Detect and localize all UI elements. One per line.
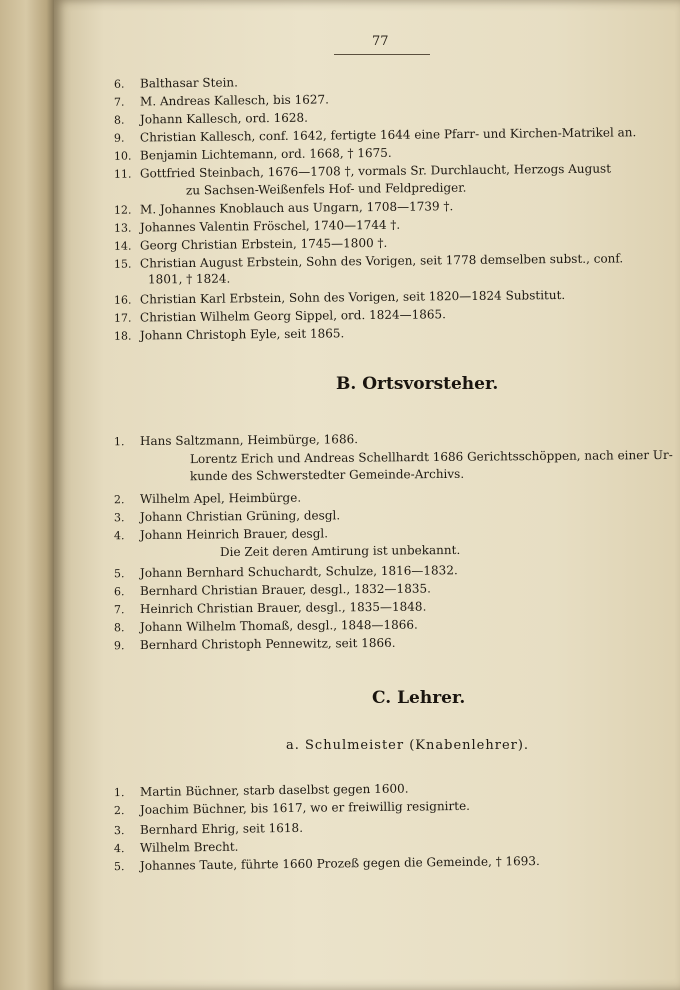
list-item: 6. Bernhard Christian Brauer, desgl., 1832—1835. bbox=[113, 581, 431, 599]
list-item: 6. Balthasar Stein. bbox=[113, 75, 238, 91]
list-item: 1. Martin Büchner, starb daselbst gegen 1600. bbox=[113, 781, 409, 800]
list-item: 3. Bernhard Ehrig, seit 1618. bbox=[113, 820, 304, 838]
list-item: 9. Christian Kallesch, conf. 1642, fertigte 1644 eine Pfarr- und Kirchen-Matrikel an. bbox=[113, 125, 637, 145]
list-item: 4. Wilhelm Brecht. bbox=[113, 839, 239, 856]
list-item: 15. Christian August Erbstein, Sohn des Vorigen, seit 1778 demselben subst., conf. bbox=[113, 251, 624, 271]
section-c-heading: C. Lehrer. bbox=[372, 688, 466, 708]
list-item: 13. Johannes Valentin Fröschel, 1740—1744 †. bbox=[113, 217, 401, 235]
list-item: 7. Heinrich Christian Brauer, desgl., 1835—1848. bbox=[113, 599, 427, 617]
list-item: 12. M. Johannes Knoblauch aus Ungarn, 1708—1739 †. bbox=[113, 199, 454, 217]
list-item: 14. Georg Christian Erbstein, 1745—1800 †. bbox=[113, 235, 388, 253]
list-item: 7. M. Andreas Kallesch, bis 1627. bbox=[113, 92, 330, 109]
list-item: 5. Johannes Taute, führte 1660 Prozeß gegen die Gemeinde, † 1693. bbox=[113, 853, 540, 874]
list-item: 2. Joachim Büchner, bis 1617, wo er freiwillig resignirte. bbox=[113, 798, 471, 818]
list-item: 3. Johann Christian Grüning, desgl. bbox=[113, 508, 341, 525]
list-item: 18. Johann Christoph Eyle, seit 1865. bbox=[113, 326, 345, 343]
list-item: 10. Benjamin Lichtemann, ord. 1668, † 1675. bbox=[113, 145, 392, 163]
page-number: 77 bbox=[372, 34, 389, 49]
list-item: 4. Johann Heinrich Brauer, desgl. bbox=[113, 526, 329, 543]
book-page bbox=[54, 0, 680, 990]
list-item-continuation: Lorentz Erich und Andreas Schellhardt 1686 Gerichtsschöppen, nach einer Ur- bbox=[189, 447, 673, 467]
list-item: 1. Hans Saltzmann, Heimbürge, 1686. bbox=[113, 432, 359, 449]
list-item: 16. Christian Karl Erbstein, Sohn des Vorigen, seit 1820—1824 Substitut. bbox=[113, 287, 566, 307]
list-item: 9. Bernhard Christoph Pennewitz, seit 1866. bbox=[113, 635, 396, 653]
list-item: 11. Gottfried Steinbach, 1676—1708 †, vormals Sr. Durchlaucht, Herzogs August bbox=[113, 161, 612, 181]
list-item: 5. Johann Bernhard Schuchardt, Schulze, 1816—1832. bbox=[113, 563, 458, 581]
section-b-heading: B. Ortsvorsteher. bbox=[336, 374, 499, 394]
list-item: 17. Christian Wilhelm Georg Sippel, ord. 1824—1865. bbox=[113, 307, 447, 325]
list-item-continuation: zu Sachsen-Weißenfels Hof- und Feldprediger. bbox=[185, 180, 467, 198]
section-c-subheading: a. Schulmeister (Knabenlehrer). bbox=[286, 738, 530, 753]
list-item-continuation: 1801, † 1824. bbox=[147, 271, 231, 287]
list-item-continuation: Die Zeit deren Amtirung ist unbekannt. bbox=[219, 542, 461, 560]
list-item: 2. Wilhelm Apel, Heimbürge. bbox=[113, 490, 302, 507]
list-item: 8. Johann Kallesch, ord. 1628. bbox=[113, 110, 309, 127]
page-number-rule bbox=[334, 54, 430, 55]
list-item-continuation: kunde des Schwerstedter Gemeinde-Archivs. bbox=[189, 466, 465, 484]
book-spine bbox=[0, 0, 58, 990]
list-item: 8. Johann Wilhelm Thomaß, desgl., 1848—1866. bbox=[113, 617, 418, 635]
